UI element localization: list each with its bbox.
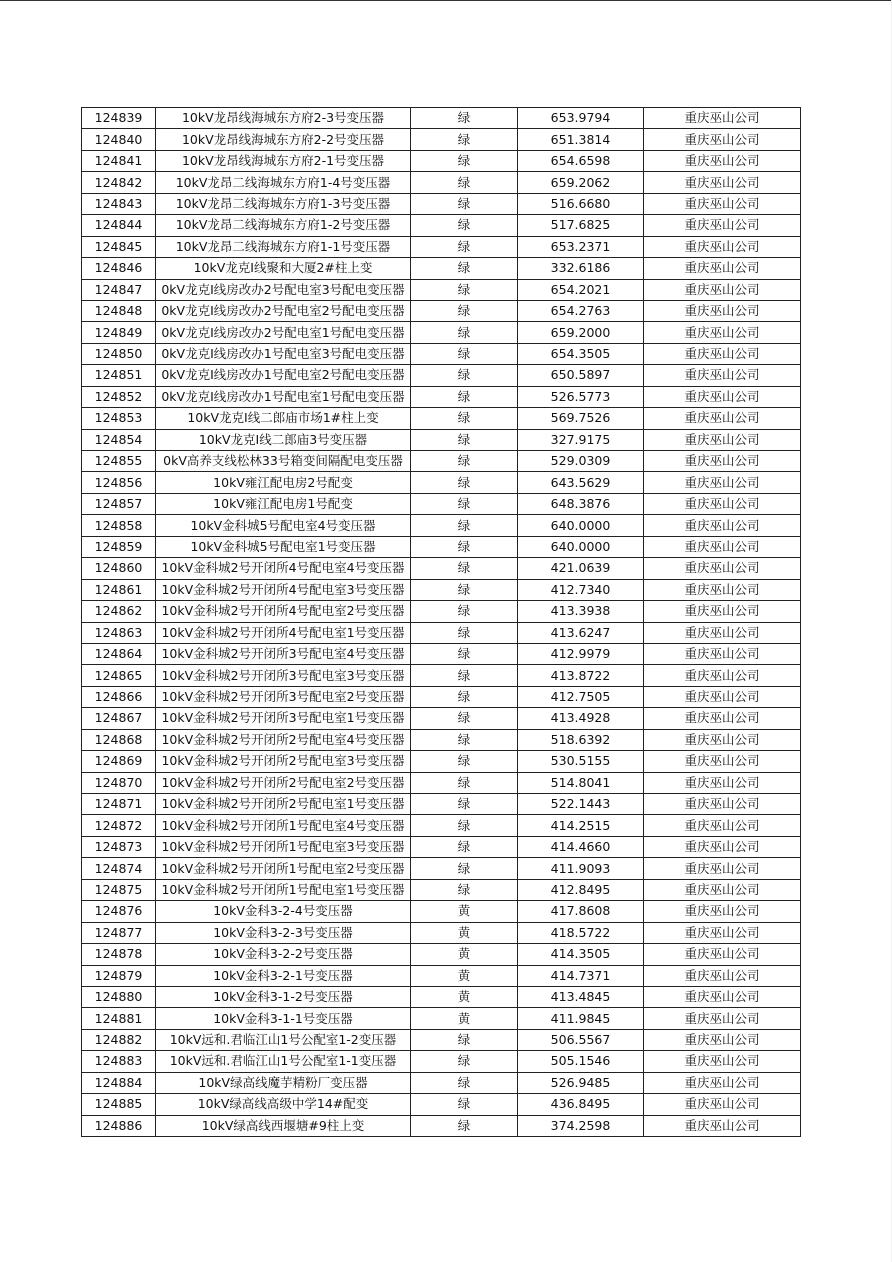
cell-id: 124883: [82, 1051, 156, 1072]
table-row: [82, 236, 801, 257]
transformer-table: [81, 107, 801, 1137]
cell-id: 124846: [82, 258, 156, 279]
table-row: [82, 772, 801, 793]
cell-id: 124858: [82, 515, 156, 536]
cell-value: 529.0309: [518, 451, 644, 472]
cell-id: 124886: [82, 1115, 156, 1136]
table-row: [82, 965, 801, 986]
cell-id: 124885: [82, 1094, 156, 1115]
cell-device-name: 10kV龙昂二线海城东方府1-2号变压器: [156, 215, 411, 236]
page-top-border: [0, 0, 892, 1]
cell-id: 124879: [82, 965, 156, 986]
table-row: [82, 193, 801, 214]
cell-id: 124857: [82, 493, 156, 514]
cell-id: 124869: [82, 751, 156, 772]
cell-id: 124845: [82, 236, 156, 257]
cell-value: 518.6392: [518, 729, 644, 750]
cell-status: 绿: [411, 322, 518, 343]
table-row: [82, 708, 801, 729]
cell-value: 659.2000: [518, 322, 644, 343]
cell-status: 绿: [411, 665, 518, 686]
cell-status: 绿: [411, 879, 518, 900]
cell-device-name: 10kV龙昂线海城东方府2-1号变压器: [156, 150, 411, 171]
cell-company: 重庆巫山公司: [644, 686, 801, 707]
cell-company: 重庆巫山公司: [644, 536, 801, 557]
cell-device-name: 10kV金科城2号开闭所2号配电室1号变压器: [156, 794, 411, 815]
cell-id: 124864: [82, 643, 156, 664]
cell-value: 414.7371: [518, 965, 644, 986]
cell-device-name: 10kV金科3-2-3号变压器: [156, 922, 411, 943]
table-row: [82, 579, 801, 600]
cell-status: 绿: [411, 129, 518, 150]
cell-device-name: 10kV金科城2号开闭所4号配电室2号变压器: [156, 601, 411, 622]
cell-value: 411.9845: [518, 1008, 644, 1029]
cell-id: 124853: [82, 408, 156, 429]
cell-company: 重庆巫山公司: [644, 279, 801, 300]
cell-value: 412.9979: [518, 643, 644, 664]
cell-value: 374.2598: [518, 1115, 644, 1136]
cell-device-name: 10kV龙克I线二郎庙3号变压器: [156, 429, 411, 450]
cell-status: 绿: [411, 772, 518, 793]
cell-device-name: 10kV金科城2号开闭所1号配电室3号变压器: [156, 836, 411, 857]
cell-device-name: 10kV龙克I线聚和大厦2#柱上变: [156, 258, 411, 279]
cell-id: 124861: [82, 579, 156, 600]
cell-id: 124867: [82, 708, 156, 729]
table-row: [82, 901, 801, 922]
cell-company: 重庆巫山公司: [644, 901, 801, 922]
cell-device-name: 10kV金科城2号开闭所2号配电室4号变压器: [156, 729, 411, 750]
table-row: [82, 1094, 801, 1115]
cell-status: 绿: [411, 236, 518, 257]
cell-device-name: 10kV金科3-2-1号变压器: [156, 965, 411, 986]
cell-device-name: 10kV绿高线高级中学14#配变: [156, 1094, 411, 1115]
cell-value: 659.2062: [518, 172, 644, 193]
cell-company: 重庆巫山公司: [644, 986, 801, 1007]
cell-status: 绿: [411, 215, 518, 236]
cell-value: 640.0000: [518, 536, 644, 557]
cell-device-name: 10kV绿高线西堰塘#9柱上变: [156, 1115, 411, 1136]
table-row: [82, 665, 801, 686]
cell-status: 绿: [411, 622, 518, 643]
cell-value: 514.8041: [518, 772, 644, 793]
cell-id: 124856: [82, 472, 156, 493]
cell-device-name: 10kV金科城2号开闭所2号配电室2号变压器: [156, 772, 411, 793]
table-row: [82, 836, 801, 857]
cell-id: 124878: [82, 944, 156, 965]
cell-company: 重庆巫山公司: [644, 772, 801, 793]
cell-device-name: 10kV金科城2号开闭所3号配电室4号变压器: [156, 643, 411, 664]
table-row: [82, 279, 801, 300]
cell-value: 654.6598: [518, 150, 644, 171]
cell-value: 569.7526: [518, 408, 644, 429]
cell-status: 绿: [411, 279, 518, 300]
cell-device-name: 0kV龙克I线房改办2号配电室3号配电变压器: [156, 279, 411, 300]
cell-status: 绿: [411, 751, 518, 772]
cell-value: 505.1546: [518, 1051, 644, 1072]
table-row: [82, 322, 801, 343]
cell-company: 重庆巫山公司: [644, 322, 801, 343]
cell-value: 651.3814: [518, 129, 644, 150]
cell-device-name: 10kV金科城2号开闭所3号配电室1号变压器: [156, 708, 411, 729]
table-row: [82, 986, 801, 1007]
cell-status: 绿: [411, 150, 518, 171]
cell-value: 517.6825: [518, 215, 644, 236]
cell-status: 绿: [411, 493, 518, 514]
cell-status: 绿: [411, 108, 518, 129]
table-row: [82, 300, 801, 321]
table-row: [82, 493, 801, 514]
cell-company: 重庆巫山公司: [644, 1008, 801, 1029]
cell-status: 绿: [411, 300, 518, 321]
cell-device-name: 10kV雍江配电房1号配变: [156, 493, 411, 514]
cell-status: 绿: [411, 558, 518, 579]
cell-company: 重庆巫山公司: [644, 858, 801, 879]
cell-status: 绿: [411, 515, 518, 536]
cell-id: 124872: [82, 815, 156, 836]
cell-status: 绿: [411, 686, 518, 707]
cell-company: 重庆巫山公司: [644, 622, 801, 643]
cell-status: 绿: [411, 365, 518, 386]
cell-company: 重庆巫山公司: [644, 258, 801, 279]
cell-company: 重庆巫山公司: [644, 1115, 801, 1136]
cell-device-name: 0kV龙克I线房改办1号配电室1号配电变压器: [156, 386, 411, 407]
cell-company: 重庆巫山公司: [644, 944, 801, 965]
cell-company: 重庆巫山公司: [644, 1029, 801, 1050]
cell-company: 重庆巫山公司: [644, 879, 801, 900]
cell-company: 重庆巫山公司: [644, 493, 801, 514]
table-row: [82, 1008, 801, 1029]
cell-status: 绿: [411, 579, 518, 600]
table-row: [82, 858, 801, 879]
cell-device-name: 10kV金科城2号开闭所1号配电室2号变压器: [156, 858, 411, 879]
table-row: [82, 343, 801, 364]
table-row: [82, 258, 801, 279]
cell-device-name: 0kV龙克I线房改办2号配电室1号配电变压器: [156, 322, 411, 343]
cell-id: 124847: [82, 279, 156, 300]
cell-company: 重庆巫山公司: [644, 108, 801, 129]
cell-device-name: 10kV金科城2号开闭所3号配电室2号变压器: [156, 686, 411, 707]
cell-value: 648.3876: [518, 493, 644, 514]
cell-status: 绿: [411, 643, 518, 664]
table-row: [82, 1115, 801, 1136]
cell-value: 418.5722: [518, 922, 644, 943]
cell-company: 重庆巫山公司: [644, 150, 801, 171]
cell-status: 黄: [411, 986, 518, 1007]
cell-value: 526.9485: [518, 1072, 644, 1093]
cell-status: 绿: [411, 1051, 518, 1072]
cell-company: 重庆巫山公司: [644, 558, 801, 579]
table-row: [82, 536, 801, 557]
cell-id: 124851: [82, 365, 156, 386]
cell-id: 124870: [82, 772, 156, 793]
cell-status: 绿: [411, 1094, 518, 1115]
cell-value: 421.0639: [518, 558, 644, 579]
cell-device-name: 10kV金科城2号开闭所4号配电室1号变压器: [156, 622, 411, 643]
cell-id: 124862: [82, 601, 156, 622]
cell-id: 124881: [82, 1008, 156, 1029]
table-row: [82, 601, 801, 622]
cell-device-name: 10kV金科3-2-4号变压器: [156, 901, 411, 922]
cell-company: 重庆巫山公司: [644, 601, 801, 622]
cell-device-name: 10kV远和.君临江山1号公配室1-2变压器: [156, 1029, 411, 1050]
cell-value: 413.3938: [518, 601, 644, 622]
cell-status: 绿: [411, 408, 518, 429]
cell-device-name: 0kV龙克I线房改办1号配电室3号配电变压器: [156, 343, 411, 364]
cell-company: 重庆巫山公司: [644, 408, 801, 429]
cell-value: 413.4845: [518, 986, 644, 1007]
cell-company: 重庆巫山公司: [644, 193, 801, 214]
cell-id: 124859: [82, 536, 156, 557]
table-row: [82, 922, 801, 943]
cell-value: 411.9093: [518, 858, 644, 879]
cell-status: 绿: [411, 836, 518, 857]
cell-value: 640.0000: [518, 515, 644, 536]
cell-value: 653.9794: [518, 108, 644, 129]
table-row: [82, 1029, 801, 1050]
table-row: [82, 429, 801, 450]
cell-status: 绿: [411, 451, 518, 472]
cell-value: 417.8608: [518, 901, 644, 922]
table-row: [82, 1051, 801, 1072]
cell-device-name: 10kV龙克I线二郎庙市场1#柱上变: [156, 408, 411, 429]
cell-status: 绿: [411, 258, 518, 279]
table-row: [82, 386, 801, 407]
cell-id: 124850: [82, 343, 156, 364]
table-row: [82, 108, 801, 129]
cell-status: 黄: [411, 965, 518, 986]
cell-id: 124849: [82, 322, 156, 343]
cell-device-name: 10kV金科城2号开闭所3号配电室3号变压器: [156, 665, 411, 686]
cell-value: 506.5567: [518, 1029, 644, 1050]
cell-device-name: 10kV金科城5号配电室1号变压器: [156, 536, 411, 557]
cell-company: 重庆巫山公司: [644, 451, 801, 472]
cell-id: 124855: [82, 451, 156, 472]
table-row: [82, 472, 801, 493]
cell-status: 绿: [411, 386, 518, 407]
cell-value: 522.1443: [518, 794, 644, 815]
cell-device-name: 10kV金科城2号开闭所4号配电室3号变压器: [156, 579, 411, 600]
cell-status: 绿: [411, 601, 518, 622]
cell-id: 124852: [82, 386, 156, 407]
table-row: [82, 408, 801, 429]
cell-status: 绿: [411, 536, 518, 557]
cell-device-name: 10kV绿高线魔芋精粉厂变压器: [156, 1072, 411, 1093]
cell-status: 黄: [411, 901, 518, 922]
cell-company: 重庆巫山公司: [644, 708, 801, 729]
cell-value: 516.6680: [518, 193, 644, 214]
cell-id: 124877: [82, 922, 156, 943]
cell-company: 重庆巫山公司: [644, 1072, 801, 1093]
cell-company: 重庆巫山公司: [644, 922, 801, 943]
cell-value: 413.4928: [518, 708, 644, 729]
cell-status: 绿: [411, 729, 518, 750]
cell-status: 绿: [411, 815, 518, 836]
cell-status: 绿: [411, 1072, 518, 1093]
table-row: [82, 515, 801, 536]
cell-status: 黄: [411, 944, 518, 965]
table-row: [82, 451, 801, 472]
cell-value: 530.5155: [518, 751, 644, 772]
cell-value: 414.4660: [518, 836, 644, 857]
table-row: [82, 879, 801, 900]
table-row: [82, 686, 801, 707]
cell-device-name: 10kV金科3-2-2号变压器: [156, 944, 411, 965]
cell-device-name: 10kV龙昂二线海城东方府1-3号变压器: [156, 193, 411, 214]
cell-company: 重庆巫山公司: [644, 794, 801, 815]
table-row: [82, 1072, 801, 1093]
cell-value: 654.3505: [518, 343, 644, 364]
cell-value: 643.5629: [518, 472, 644, 493]
cell-company: 重庆巫山公司: [644, 751, 801, 772]
cell-device-name: 10kV金科城5号配电室4号变压器: [156, 515, 411, 536]
cell-company: 重庆巫山公司: [644, 386, 801, 407]
table-row: [82, 622, 801, 643]
cell-company: 重庆巫山公司: [644, 365, 801, 386]
cell-company: 重庆巫山公司: [644, 472, 801, 493]
cell-id: 124839: [82, 108, 156, 129]
cell-status: 绿: [411, 172, 518, 193]
cell-company: 重庆巫山公司: [644, 343, 801, 364]
cell-device-name: 10kV金科城2号开闭所1号配电室1号变压器: [156, 879, 411, 900]
cell-id: 124860: [82, 558, 156, 579]
cell-value: 654.2763: [518, 300, 644, 321]
cell-device-name: 10kV雍江配电房2号配变: [156, 472, 411, 493]
cell-id: 124843: [82, 193, 156, 214]
cell-id: 124854: [82, 429, 156, 450]
cell-company: 重庆巫山公司: [644, 129, 801, 150]
cell-id: 124841: [82, 150, 156, 171]
cell-status: 黄: [411, 922, 518, 943]
cell-company: 重庆巫山公司: [644, 215, 801, 236]
cell-value: 412.7340: [518, 579, 644, 600]
table-row: [82, 150, 801, 171]
cell-value: 327.9175: [518, 429, 644, 450]
cell-device-name: 10kV龙昂线海城东方府2-2号变压器: [156, 129, 411, 150]
cell-value: 332.6186: [518, 258, 644, 279]
table-row: [82, 794, 801, 815]
cell-company: 重庆巫山公司: [644, 429, 801, 450]
cell-device-name: 10kV龙昂二线海城东方府1-1号变压器: [156, 236, 411, 257]
cell-id: 124865: [82, 665, 156, 686]
cell-device-name: 10kV金科城2号开闭所1号配电室4号变压器: [156, 815, 411, 836]
cell-company: 重庆巫山公司: [644, 172, 801, 193]
cell-status: 绿: [411, 1029, 518, 1050]
table-row: [82, 558, 801, 579]
cell-id: 124871: [82, 794, 156, 815]
cell-company: 重庆巫山公司: [644, 836, 801, 857]
cell-id: 124875: [82, 879, 156, 900]
cell-id: 124840: [82, 129, 156, 150]
cell-status: 绿: [411, 429, 518, 450]
cell-device-name: 10kV金科3-1-1号变压器: [156, 1008, 411, 1029]
cell-company: 重庆巫山公司: [644, 643, 801, 664]
cell-value: 412.8495: [518, 879, 644, 900]
table-row: [82, 944, 801, 965]
cell-device-name: 0kV龙克I线房改办2号配电室2号配电变压器: [156, 300, 411, 321]
cell-company: 重庆巫山公司: [644, 515, 801, 536]
cell-id: 124884: [82, 1072, 156, 1093]
cell-company: 重庆巫山公司: [644, 729, 801, 750]
cell-device-name: 10kV龙昂线海城东方府2-3号变压器: [156, 108, 411, 129]
cell-value: 653.2371: [518, 236, 644, 257]
cell-status: 绿: [411, 708, 518, 729]
cell-status: 绿: [411, 858, 518, 879]
cell-id: 124874: [82, 858, 156, 879]
cell-value: 413.8722: [518, 665, 644, 686]
cell-status: 绿: [411, 193, 518, 214]
cell-status: 绿: [411, 1115, 518, 1136]
table-row: [82, 643, 801, 664]
cell-id: 124863: [82, 622, 156, 643]
table-body: [82, 108, 801, 1137]
cell-value: 414.2515: [518, 815, 644, 836]
cell-id: 124866: [82, 686, 156, 707]
cell-value: 413.6247: [518, 622, 644, 643]
table-row: [82, 751, 801, 772]
cell-id: 124842: [82, 172, 156, 193]
cell-company: 重庆巫山公司: [644, 1051, 801, 1072]
cell-id: 124880: [82, 986, 156, 1007]
cell-device-name: 10kV金科城2号开闭所2号配电室3号变压器: [156, 751, 411, 772]
cell-status: 黄: [411, 1008, 518, 1029]
cell-company: 重庆巫山公司: [644, 965, 801, 986]
table-row: [82, 215, 801, 236]
cell-device-name: 10kV龙昂二线海城东方府1-4号变压器: [156, 172, 411, 193]
cell-company: 重庆巫山公司: [644, 579, 801, 600]
table-row: [82, 729, 801, 750]
cell-value: 654.2021: [518, 279, 644, 300]
table-row: [82, 172, 801, 193]
cell-value: 436.8495: [518, 1094, 644, 1115]
cell-device-name: 10kV金科城2号开闭所4号配电室4号变压器: [156, 558, 411, 579]
cell-company: 重庆巫山公司: [644, 300, 801, 321]
cell-value: 412.7505: [518, 686, 644, 707]
cell-id: 124848: [82, 300, 156, 321]
cell-status: 绿: [411, 343, 518, 364]
cell-id: 124868: [82, 729, 156, 750]
cell-status: 绿: [411, 472, 518, 493]
cell-value: 650.5897: [518, 365, 644, 386]
cell-device-name: 10kV远和.君临江山1号公配室1-1变压器: [156, 1051, 411, 1072]
cell-id: 124876: [82, 901, 156, 922]
cell-device-name: 0kV高养支线松林33号箱变间隔配电变压器: [156, 451, 411, 472]
cell-id: 124882: [82, 1029, 156, 1050]
cell-id: 124873: [82, 836, 156, 857]
cell-company: 重庆巫山公司: [644, 236, 801, 257]
cell-id: 124844: [82, 215, 156, 236]
cell-device-name: 10kV金科3-1-2号变压器: [156, 986, 411, 1007]
table-row: [82, 815, 801, 836]
table-row: [82, 365, 801, 386]
cell-status: 绿: [411, 794, 518, 815]
cell-value: 526.5773: [518, 386, 644, 407]
cell-company: 重庆巫山公司: [644, 815, 801, 836]
table-row: [82, 129, 801, 150]
cell-company: 重庆巫山公司: [644, 1094, 801, 1115]
cell-company: 重庆巫山公司: [644, 665, 801, 686]
cell-device-name: 0kV龙克I线房改办1号配电室2号配电变压器: [156, 365, 411, 386]
cell-value: 414.3505: [518, 944, 644, 965]
